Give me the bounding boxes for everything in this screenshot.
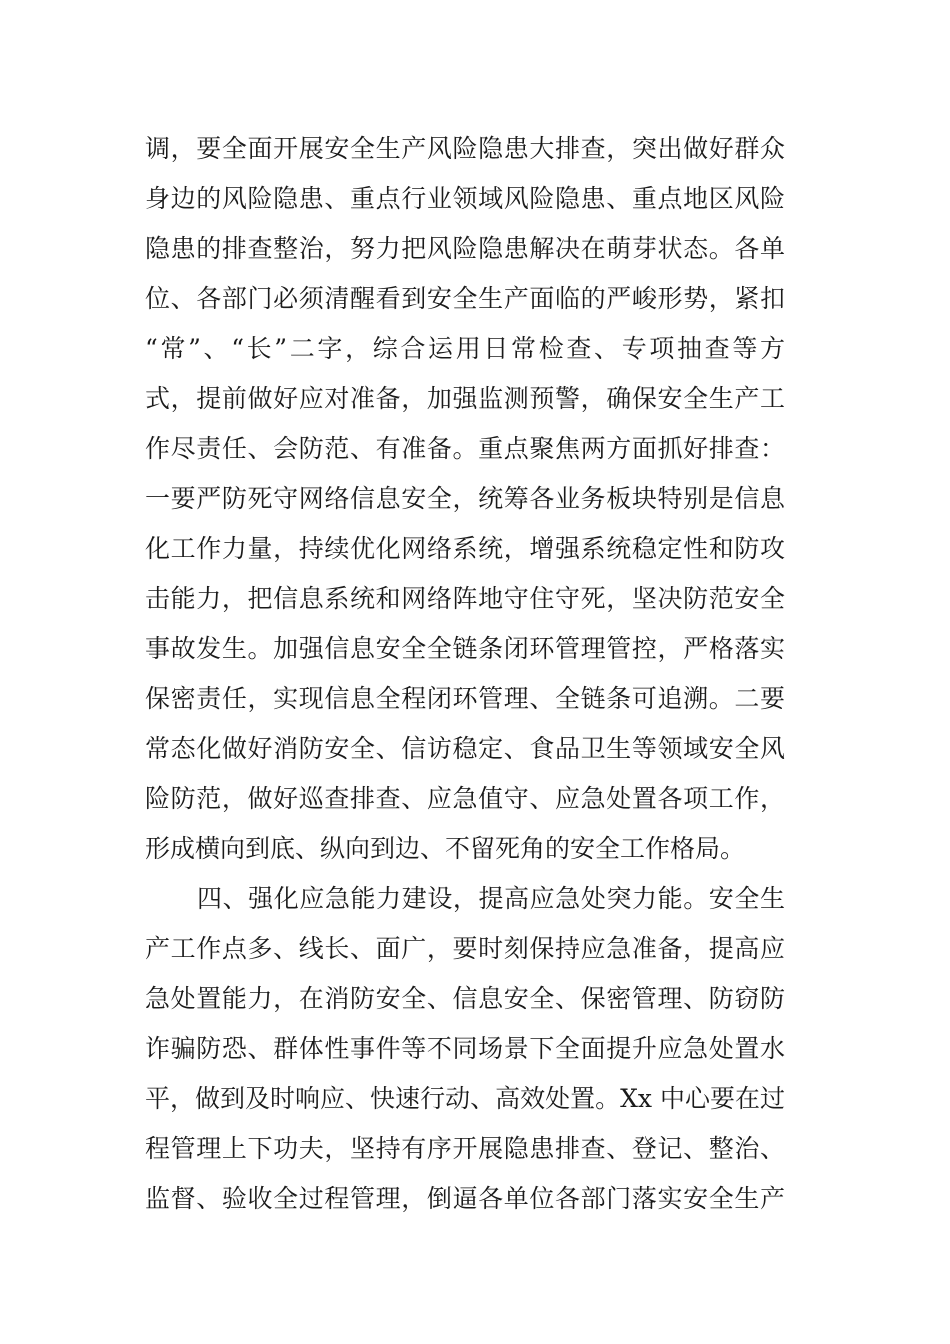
text-line: 产工作点多、线长、面广，要时刻保持应急准备，提高应: [145, 934, 785, 963]
text-line: 常态化做好消防安全、信访稳定、食品卫生等领域安全风: [145, 734, 785, 763]
text-line: 式，提前做好应对准备，加强监测预警，确保安全生产工: [145, 384, 785, 413]
text-line: 击能力，把信息系统和网络阵地守住守死，坚决防范安全: [145, 584, 785, 613]
text-line: 一要严防死守网络信息安全，统筹各业务板块特别是信息: [145, 484, 785, 513]
text-line: 保密责任，实现信息全程闭环管理、全链条可追溯。二要: [145, 684, 785, 713]
text-line: 险防范，做好巡查排查、应急值守、应急处置各项工作，: [145, 784, 785, 813]
section-heading-line: 四、强化应急能力建设，提高应急处突力能。安全生: [197, 884, 785, 913]
text-line: 事故发生。加强信息安全全链条闭环管理管控，严格落实: [145, 634, 785, 663]
text-line: 化工作力量，持续优化网络系统，增强系统稳定性和防攻: [145, 534, 785, 563]
text-line: 作尽责任、会防范、有准备。重点聚焦两方面抓好排查：: [145, 434, 785, 463]
text-line: 诈骗防恐、群体性事件等不同场景下全面提升应急处置水: [145, 1034, 785, 1063]
text-line: 隐患的排查整治，努力把风险隐患解决在萌芽状态。各单: [145, 234, 785, 263]
text-line: 程管理上下功夫，坚持有序开展隐患排查、登记、整治、: [145, 1134, 785, 1163]
paragraph-end-line: 形成横向到底、纵向到边、不留死角的安全工作格局。: [145, 834, 746, 863]
text-line: “常”、“长”二字，综合运用日常检查、专项抽查等方: [145, 334, 785, 363]
text-line: 身边的风险隐患、重点行业领域风险隐患、重点地区风险: [145, 184, 785, 213]
text-line: 平，做到及时响应、快速行动、高效处置。Xx 中心要在过: [145, 1084, 785, 1113]
text-line: 位、各部门必须清醒看到安全生产面临的严峻形势，紧扣: [145, 284, 785, 313]
text-line: 监督、验收全过程管理，倒逼各单位各部门落实安全生产: [145, 1184, 785, 1213]
body-text: [145, 124, 785, 1224]
text-line: 急处置能力，在消防安全、信息安全、保密管理、防窃防: [145, 984, 785, 1013]
text-line: 调，要全面开展安全生产风险隐患大排查，突出做好群众: [145, 134, 785, 163]
